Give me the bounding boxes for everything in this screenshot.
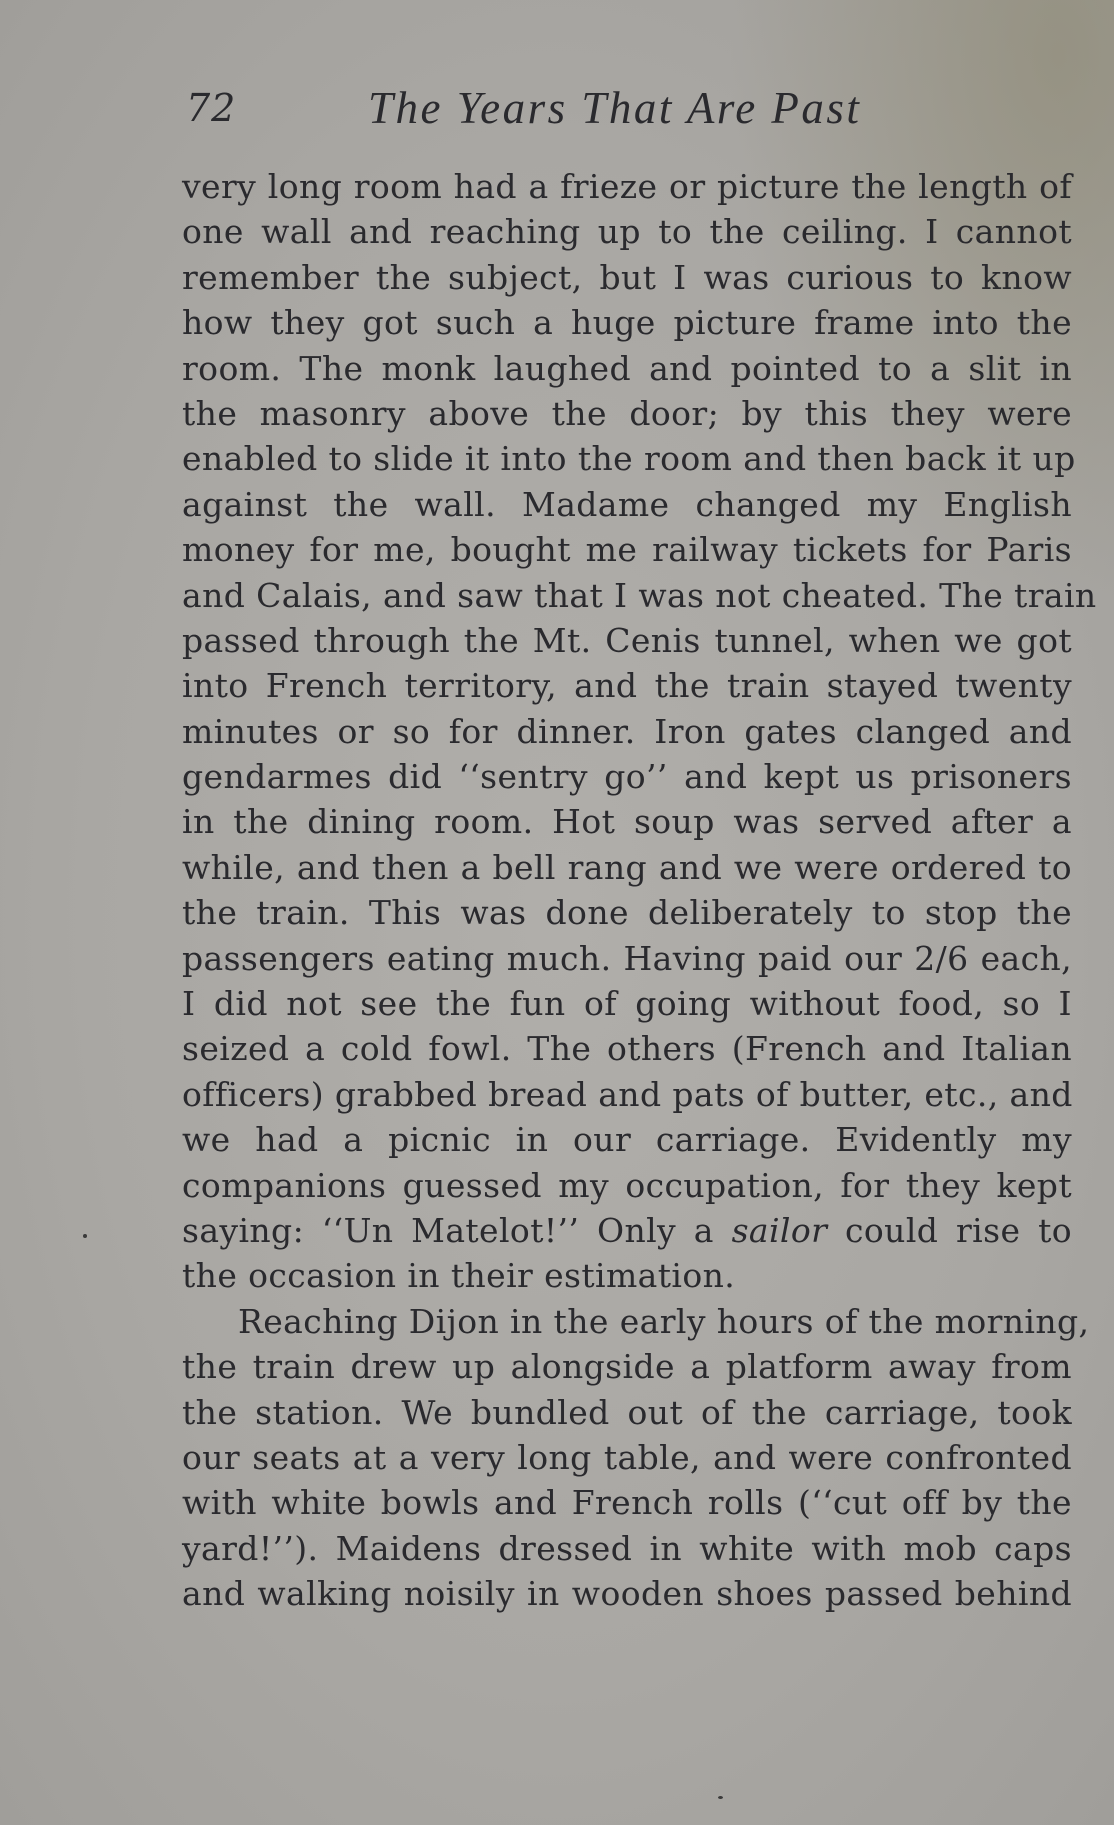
- text-line: officers) grabbed bread and pats of butter, etc., and: [182, 1074, 1073, 1114]
- text-line: enabled to slide it into the room and then back it up: [182, 439, 1076, 479]
- text-line: passengers eating much. Having paid our 2/6 each,: [182, 938, 1072, 978]
- text-line: gendarmes did ‘‘sentry go’’ and kept us prisoners: [182, 757, 1072, 797]
- text-line: money for me, bought me railway tickets for Paris: [182, 530, 1072, 570]
- text-line: one wall and reaching up to the ceiling. I cannot: [182, 212, 1072, 252]
- text-line: companions guessed my occupation, for they kept: [182, 1165, 1072, 1205]
- running-head: [186, 78, 1072, 138]
- text-line-with-italic: [182, 1208, 1072, 1253]
- body-text: [182, 164, 1097, 1617]
- text-line: we had a picnic in our carriage. Evidently my: [182, 1120, 1072, 1160]
- text-segment: could rise to: [827, 1210, 1072, 1250]
- text-line: remember the subject, but I was curious to know: [182, 257, 1072, 297]
- text-line: yard!’’). Maidens dressed in white with mob caps: [182, 1528, 1072, 1568]
- text-line: the train drew up alongside a platform away from: [182, 1347, 1072, 1387]
- text-line: room. The monk laughed and pointed to a slit in: [182, 348, 1072, 388]
- text-line: into French territory, and the train stayed twenty: [182, 666, 1072, 706]
- italic-word: sailor: [731, 1210, 828, 1250]
- text-line: how they got such a huge picture frame into the: [182, 303, 1072, 343]
- paragraph-start-line: Reaching Dijon in the early hours of the morning,: [238, 1301, 1090, 1341]
- text-line: in the dining room. Hot soup was served after a: [182, 802, 1072, 842]
- text-line: minutes or so for dinner. Iron gates clanged and: [182, 711, 1072, 751]
- text-line: the station. We bundled out of the carriage, took: [182, 1392, 1072, 1432]
- text-line: our seats at a very long table, and were confronted: [182, 1437, 1072, 1477]
- text-line: the masonry above the door; by this they were: [182, 393, 1072, 433]
- paragraph-end-line: the occasion in their estimation.: [182, 1256, 736, 1296]
- text-line: against the wall. Madame changed my English: [182, 484, 1072, 524]
- text-line: I did not see the fun of going without food, so I: [182, 984, 1072, 1024]
- text-line: seized a cold fowl. The others (French and Italian: [182, 1029, 1072, 1069]
- text-line: passed through the Mt. Cenis tunnel, when we got: [182, 620, 1072, 660]
- book-title: The Years That Are Past: [368, 83, 862, 133]
- page-number: 72: [186, 86, 237, 130]
- text-line: with white bowls and French rolls (‘‘cut off by the: [182, 1483, 1072, 1523]
- text-line: very long room had a frieze or picture the length of: [182, 167, 1072, 206]
- paper-speck: [83, 1234, 87, 1238]
- text-line: while, and then a bell rang and we were ordered to: [182, 847, 1072, 887]
- text-line: and walking noisily in wooden shoes passed behind: [182, 1574, 1072, 1614]
- paper-speck: [718, 1796, 723, 1799]
- text-segment: saying: ‘‘Un Matelot!’’ Only a: [182, 1210, 732, 1250]
- text-line: and Calais, and saw that I was not cheated. The train: [182, 575, 1097, 615]
- text-line: the train. This was done deliberately to stop the: [182, 893, 1072, 933]
